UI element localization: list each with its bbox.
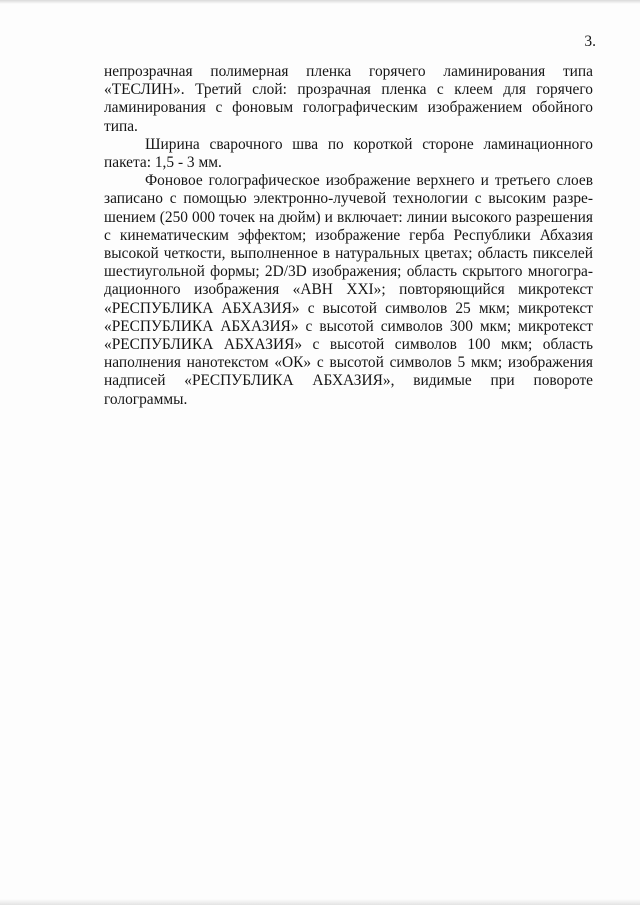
scan-edge-top [0,0,640,4]
paragraph-layers-continued: непрозрачная полимерная пленка горячего ламинирования типа «ТЕСЛИН». Третий слой: прозрачная пленка с клеем для горячего ламинирования с фоновым голографическим изображением обойного типа. [104,63,593,135]
paragraph-hologram-description: Фоновое голографическое изображение верхнего и третьего слоев записано с помощью электронно-лучевой технологии с высоким разрешением (250 000 точек на дюйм) и включает: линии высокого разрешения с кинематическим эффектом; изображение герба Республики Абхазия высокой четкости, выполненное в натуральных цветах; область пикселей шестиугольной формы; 2D/3D изображения; область скрытого многоградационного изображения «АВН XXI»; повторяющийся микротекст «РЕСПУБЛИКА АБХАЗИЯ» с высотой символов 25 мкм; микротекст «РЕСПУБЛИКА АБХАЗИЯ» с высотой символов 300 мкм; микротекст «РЕСПУБЛИКА АБХАЗИЯ» с высотой символов 100 мкм; область наполнения нанотекстом «ОК» с высотой символов 5 мкм; изображения надписей «РЕСПУБЛИКА АБХАЗИЯ», видимые при повороте голограммы. [104,172,593,408]
paragraph-weld-width: Ширина сварочного шва по короткой стороне ламинационного пакета: 1,5 - 3 мм. [104,135,593,172]
scan-edge-bottom [0,899,640,905]
document-body [104,63,593,409]
page-number: 3. [584,33,596,50]
